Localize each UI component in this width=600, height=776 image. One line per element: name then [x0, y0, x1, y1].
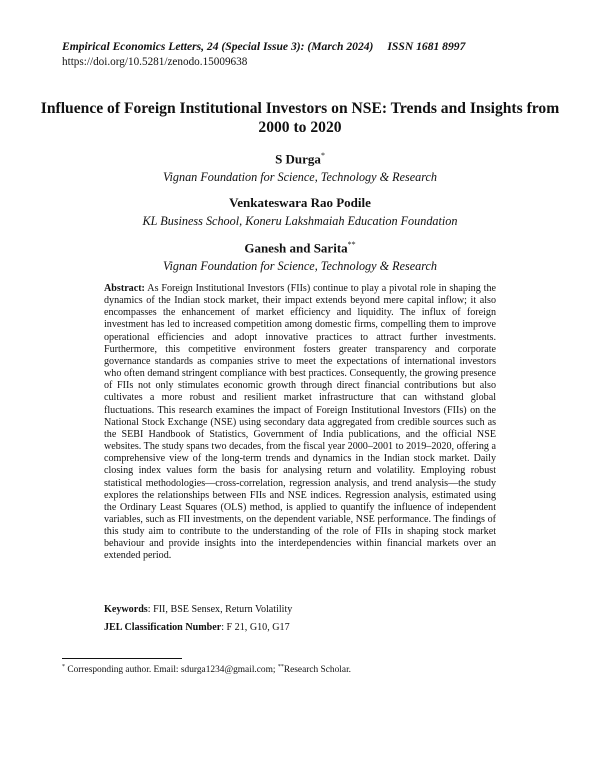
- keywords: [104, 604, 496, 615]
- author-mark: **: [347, 240, 356, 249]
- keywords-label: Keywords: [104, 604, 148, 615]
- jel-text: : F 21, G10, G17: [221, 622, 290, 633]
- paper-title: Influence of Foreign Institutional Investors on NSE: Trends and Insights from 2000 to 2020: [40, 100, 560, 136]
- journal-citation: [62, 40, 465, 53]
- author-name: Venkateswara Rao Podile: [229, 195, 371, 210]
- abstract-text: As Foreign Institutional Investors (FIIs) continue to play a pivotal role in shaping the dynamics of the Indian stock market, their impact extends beyond mere capital inflow; it also encompasses the enhancement of market efficiency and liquidity. The influx of foreign investment has led to increased competition among domestic firms, compelling them to improve operational efficiencies and adopt innovative practices to attract further investments. Furthermore, this competitive environment fosters greater transparency and corporate governance standards as companies strive to meet the expectations of international investors who often demand stringent compliance with best practices. Consequently, the growing presence of FIIs not only stimulates economic growth through direct financial contributions but also cultivates a more robust and resilient market infrastructure that can withstand global fluctuations. This research examines the impact of Foreign Institutional Investors (FIIs) on the National Stock Exchange (NSE) using secondary data aggregated from credible sources such as the SEBI Handbook of Statistics, Government of India publications, and the official NSE websites. The study spans two decades, from the fiscal year 2000–2001 to 2019–2020, offering a comprehensive view of the long-term trends and dynamics in the Indian stock market. Daily closing index values form the basis for analysing return and volatility. Employing robust statistical methodologies—cross-correlation, regression analysis, and trend analysis—the study explores the relationships between FIIs and NSE indices. Regression analysis, estimated using the Ordinary Least Squares (OLS) method, is applied to quantify the influence of independent variables, such as FII investments, on the dependent variable, NSE performance. The findings of this study aim to contribute to the understanding of the role of FIIs in shaping stock market behaviour and provide insights into the interdependencies within financial markets over an extended period.: [104, 283, 496, 562]
- doi-link[interactable]: https://doi.org/10.5281/zenodo.15009638: [62, 56, 248, 68]
- author-2: [40, 195, 560, 211]
- affiliation-2: KL Business School, Koneru Lakshmaiah Education Foundation: [142, 214, 458, 228]
- author-mark: *: [320, 151, 325, 160]
- abstract: [104, 283, 496, 563]
- footnote-text-1: Corresponding author. Email: sdurga1234@gmail.com;: [65, 665, 278, 676]
- author-name: Ganesh and Sarita: [244, 240, 348, 256]
- author-1: [40, 151, 560, 167]
- footnote-divider: [62, 658, 182, 659]
- keywords-text: : FII, BSE Sensex, Return Volatility: [147, 604, 293, 615]
- footnote-text-2: Research Scholar.: [283, 665, 352, 676]
- abstract-label: Abstract:: [104, 283, 145, 294]
- footnote: [62, 664, 351, 675]
- issn: ISSN 1681 8997: [387, 40, 466, 53]
- author-name: S Durga: [275, 151, 321, 167]
- affiliation-3: Vignan Foundation for Science, Technology & Research: [162, 259, 438, 273]
- footnote-mark-2: **: [277, 664, 284, 670]
- journal-name: Empirical Economics Letters, 24 (Special Issue 3): (March 2024): [62, 40, 374, 53]
- affiliation-1: Vignan Foundation for Science, Technology & Research: [162, 170, 438, 184]
- jel-classification: [104, 622, 496, 633]
- author-3: [40, 240, 560, 256]
- jel-label: JEL Classification Number: [104, 622, 222, 633]
- footnote-mark-1: *: [62, 664, 65, 670]
